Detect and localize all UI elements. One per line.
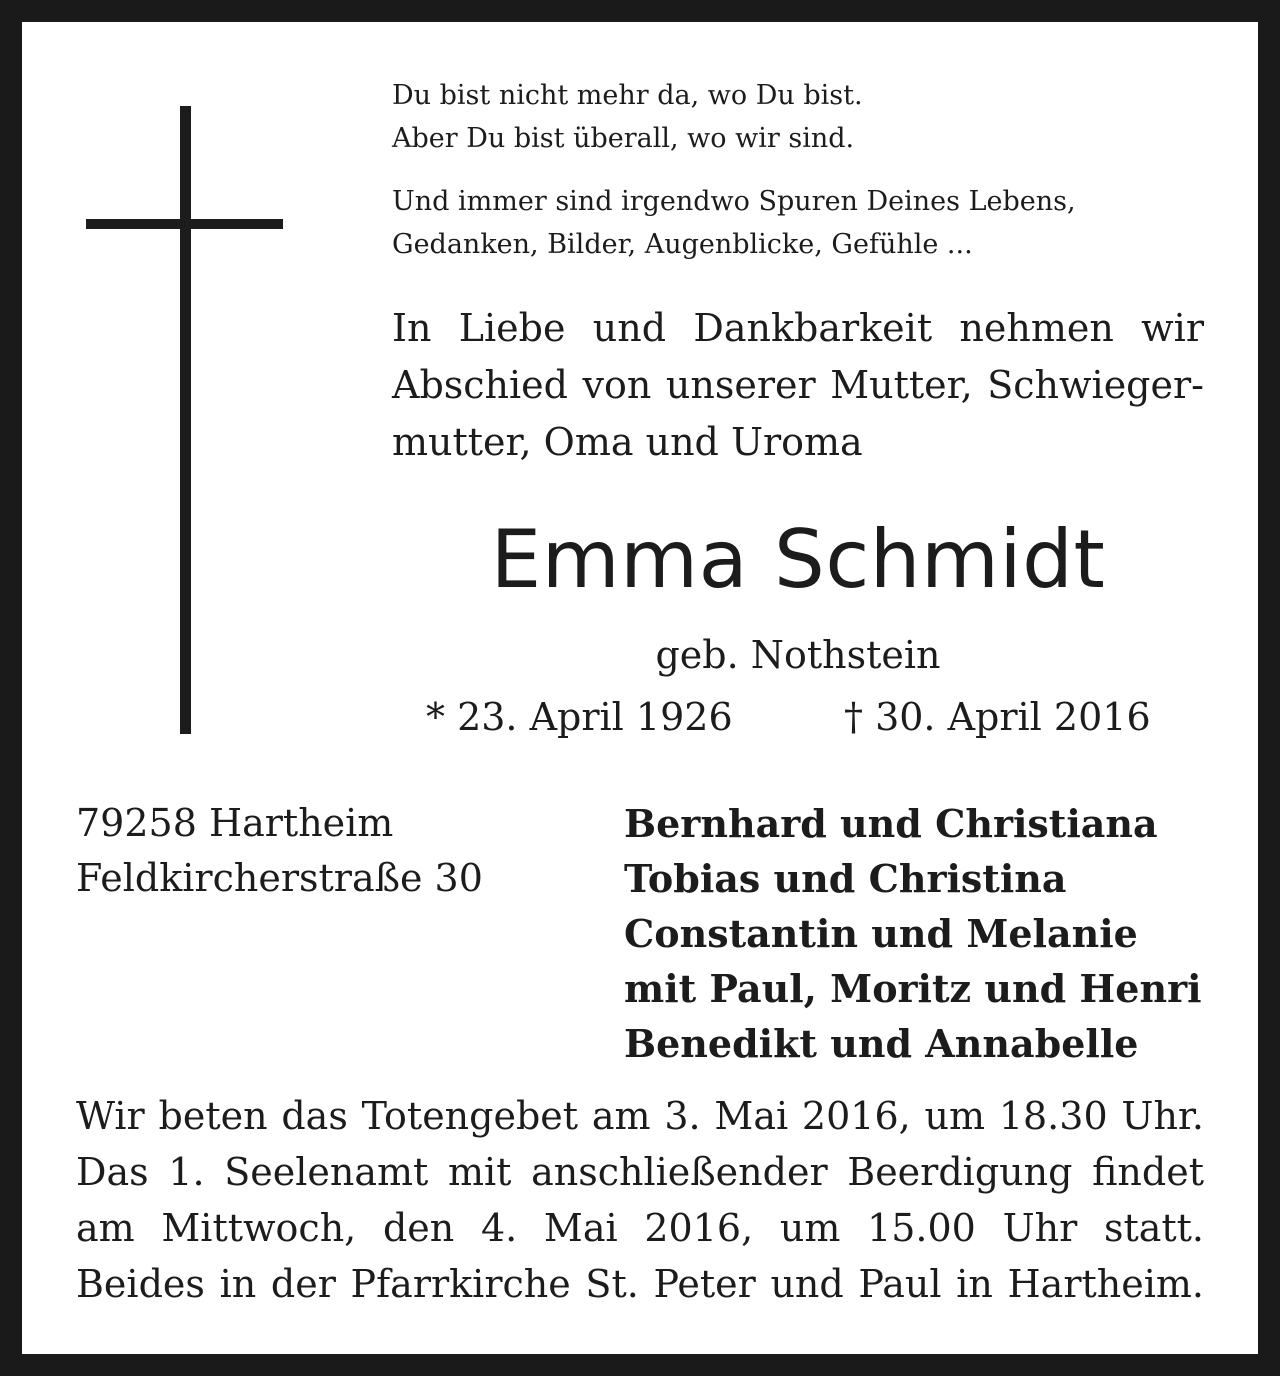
family-member: Bernhard und Christiana: [624, 801, 1158, 846]
service-line: am Mittwoch, den 4. Mai 2016, um 15.00 Uhr statt.: [76, 1206, 1204, 1250]
poem-line: Du bist nicht mehr da, wo Du bist.: [392, 80, 863, 111]
poem-line: Gedanken, Bilder, Augenblicke, Gefühle ...: [392, 229, 973, 260]
intro-text: [392, 300, 1204, 471]
intro-line: In Liebe und Dankbarkeit nehmen wir: [392, 306, 1204, 350]
service-line: Wir beten das Totengebet am 3. Mai 2016, um 18.30 Uhr.: [76, 1094, 1204, 1138]
family-list: [624, 796, 1202, 1071]
deceased-name: Emma Schmidt: [490, 513, 1106, 606]
service-line: Beides in der Pfarrkirche St. Peter und Paul in Hartheim.: [76, 1262, 1204, 1306]
intro-line: Abschied von unserer Mutter, Schwieger-: [392, 363, 1204, 407]
address-city: 79258 Hartheim: [76, 801, 394, 845]
death-date: † 30. April 2016: [844, 695, 1151, 739]
poem-line: Und immer sind irgendwo Spuren Deines Lebens,: [392, 186, 1076, 217]
poem-stanza-2: [392, 180, 1222, 266]
service-line: Das 1. Seelenamt mit anschließender Beerdigung findet: [76, 1150, 1204, 1194]
obituary-notice: [22, 22, 1258, 1354]
family-member: Tobias und Christina: [624, 856, 1067, 901]
family-member: mit Paul, Moritz und Henri: [624, 966, 1202, 1011]
maiden-name: geb. Nothstein: [655, 633, 941, 677]
birth-date: * 23. April 1926: [426, 695, 733, 739]
poem-line: Aber Du bist überall, wo wir sind.: [392, 123, 855, 154]
cross-icon: [180, 106, 191, 734]
intro-line: mutter, Oma und Uroma: [392, 420, 863, 464]
family-member: Constantin und Melanie: [624, 911, 1138, 956]
service-info: [76, 1088, 1204, 1312]
cross-icon-bar: [86, 219, 283, 229]
address: [76, 796, 483, 906]
address-street: Feldkircherstraße 30: [76, 856, 483, 900]
family-member: Benedikt und Annabelle: [624, 1021, 1139, 1066]
poem-stanza-1: [392, 74, 1222, 160]
